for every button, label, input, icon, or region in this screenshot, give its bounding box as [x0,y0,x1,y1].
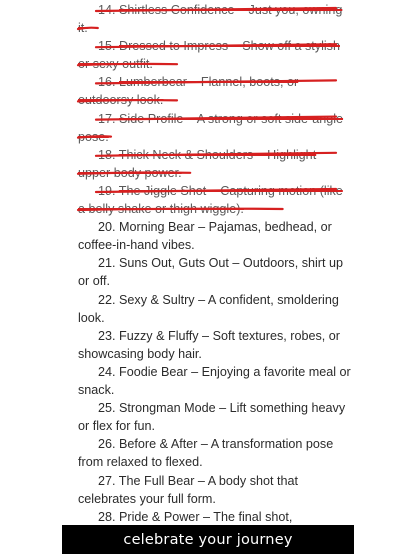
list-item-text: Thick Neck & Shoulders – Highlight [118,147,317,162]
list-item-text: Pride & Power – The final shot, [119,509,293,524]
list-item-line-2: look. [78,310,105,325]
list-item-line-2: pose. [78,129,109,144]
list-item [78,146,348,182]
list-item-line-1 [78,508,348,526]
list-item-line-1 [78,218,348,236]
list-item-text: Foodie Bear – Enjoying a favorite meal or [119,365,351,379]
list-item-text: The Jiggle Shot – Capturing motion (like [118,184,343,198]
list-item-line-2: outdoorsy look. [78,93,164,108]
list-item-number: 18. [98,147,116,162]
list-item-line-1 [78,291,348,309]
list-item-line-1 [78,182,348,200]
list-item [78,1,348,37]
list-item-line-2: or flex for fun. [78,419,155,434]
list-item-number: 24. [98,365,116,379]
caption-text: celebrate your journey [123,531,293,548]
list-item-line-2: upper body power. [78,165,182,180]
list-item [78,363,351,399]
list-item-line-1 [78,472,348,490]
list-item-line-2: or sexy outfit. [78,57,153,72]
list-item-line-1 [78,37,348,55]
list-item-line-1 [78,435,348,453]
list-item-number: 14. [98,3,116,17]
list-item-line-1 [78,1,348,19]
list-item-line-2: celebrates your full form. [78,491,216,506]
list-item-text: Sexy & Sultry – A confident, smoldering [119,292,339,307]
list-item-text: Side Profile – A strong or soft side-angle [119,111,344,126]
list-item [78,327,348,363]
list-item-line-2: a belly shake or thigh wiggle). [78,202,244,216]
list-item [78,218,348,254]
list-item-text: Fuzzy & Fluffy – Soft textures, robes, or [119,328,340,343]
list-item [78,37,348,73]
list-item-number: 16. [98,75,116,90]
list-item-text: Suns Out, Guts Out – Outdoors, shirt up [119,256,344,271]
list-item-line-2: or off. [78,274,110,289]
list-item-line-2: snack. [78,383,115,397]
list-item-text: Lumberbear – Flannel, boots, or [119,75,299,90]
list-item [78,110,348,146]
list-item-number: 26. [98,437,116,452]
list-item [78,73,348,109]
list-item-line-1 [78,110,348,128]
list-item-number: 23. [98,328,116,343]
list-item-text: Shirtless Confidence – Just you, owning [119,3,343,17]
list-item-line-2: from relaxed to flexed. [78,455,203,470]
list-item-line-1 [78,327,348,345]
list-item [78,182,348,218]
list-item-number: 19. [98,184,116,198]
list-item-line-2: coffee-in-hand vibes. [78,238,195,253]
list-item [78,291,348,327]
list-item-number: 25. [98,401,116,416]
list-item-line-2: it. [78,21,88,35]
list-item-line-2: showcasing body hair. [78,346,202,361]
list-item-text: Strongman Mode – Lift something heavy [119,401,346,416]
list-item-number: 15. [98,39,116,54]
caption-banner [62,525,354,554]
list-item-text: Dressed to Impress – Show off a stylish [119,39,340,54]
list-item [78,254,348,290]
list-item [78,508,348,526]
list-item-line-1 [78,399,348,417]
list-item-line-1 [78,254,348,272]
list-item-number: 22. [98,292,116,307]
list-item-line-1 [78,363,351,381]
list-item-number: 27. [98,473,116,488]
list-item-text: Before & After – A transformation pose [119,437,334,452]
list-item-number: 21. [98,256,116,271]
list-item [78,399,348,435]
list-item-text: Morning Bear – Pajamas, bedhead, or [119,220,332,235]
list-item-number: 28. [98,509,116,524]
list-item-number: 17. [98,111,116,126]
list-item [78,472,348,508]
list-item [78,435,348,471]
list-item-line-1 [78,146,348,164]
list-item-line-1 [78,73,348,91]
list-item-text: The Full Bear – A body shot that [118,473,299,488]
list-item-number: 20. [98,220,116,235]
